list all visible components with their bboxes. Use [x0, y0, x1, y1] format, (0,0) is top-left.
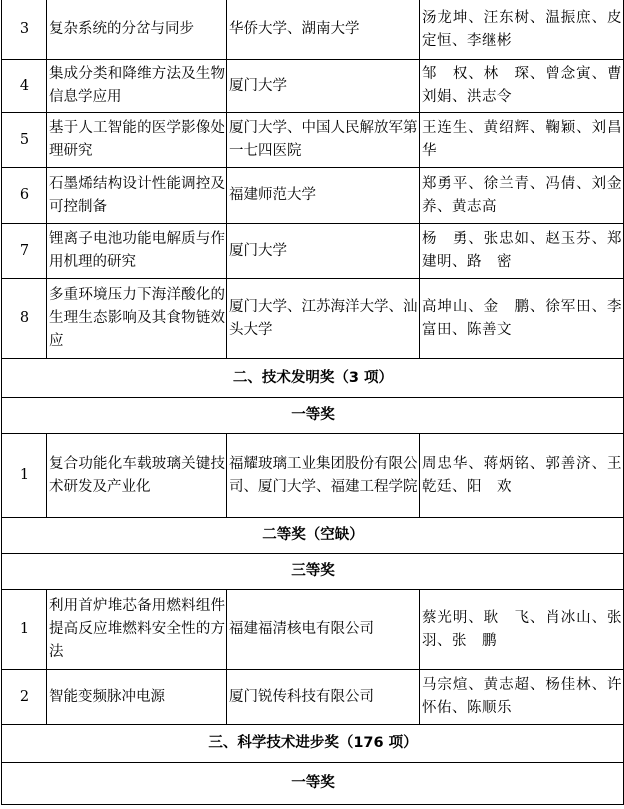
project-name: 石墨烯结构设计性能调控及可控制备 — [47, 168, 227, 224]
section-heading: 二、技术发明奖（3 项） — [2, 359, 624, 398]
project-name: 基于人工智能的医学影像处理研究 — [47, 113, 227, 168]
grade-heading-row — [2, 763, 624, 805]
grade-heading-row — [2, 554, 624, 590]
table-row — [2, 434, 624, 518]
completing-people: 汤龙坤、汪东树、温振庶、皮定恒、李继彬 — [420, 0, 624, 60]
table-row — [2, 168, 624, 224]
awards-table — [1, 0, 624, 805]
table-row — [2, 60, 624, 113]
table-row — [2, 279, 624, 359]
completing-units: 厦门大学 — [227, 224, 420, 279]
row-number: 1 — [2, 590, 47, 670]
project-name: 复合功能化车载玻璃关键技术研发及产业化 — [47, 434, 227, 518]
completing-units: 厦门大学 — [227, 60, 420, 113]
grade-heading: 一等奖 — [2, 398, 624, 434]
grade-heading: 三等奖 — [2, 554, 624, 590]
table-row — [2, 670, 624, 725]
row-number: 7 — [2, 224, 47, 279]
project-name: 多重环境压力下海洋酸化的生理生态影响及其食物链效应 — [47, 279, 227, 359]
project-name: 集成分类和降维方法及生物信息学应用 — [47, 60, 227, 113]
row-number: 3 — [2, 0, 47, 60]
row-number: 2 — [2, 670, 47, 725]
completing-people: 郑勇平、徐兰青、冯倩、刘金养、黄志高 — [420, 168, 624, 224]
completing-people: 高坤山、金 鹏、徐军田、李富田、陈善文 — [420, 279, 624, 359]
row-number: 8 — [2, 279, 47, 359]
grade-heading-row — [2, 398, 624, 434]
completing-units: 华侨大学、湖南大学 — [227, 0, 420, 60]
table-row — [2, 113, 624, 168]
completing-people: 王连生、黄绍辉、鞠颖、刘昌华 — [420, 113, 624, 168]
project-name: 复杂系统的分岔与同步 — [47, 0, 227, 60]
row-number: 1 — [2, 434, 47, 518]
completing-units: 厦门锐传科技有限公司 — [227, 670, 420, 725]
completing-units: 福耀玻璃工业集团股份有限公司、厦门大学、福建工程学院 — [227, 434, 420, 518]
row-number: 6 — [2, 168, 47, 224]
completing-units: 厦门大学、江苏海洋大学、汕头大学 — [227, 279, 420, 359]
project-name: 智能变频脉冲电源 — [47, 670, 227, 725]
completing-units: 福建福清核电有限公司 — [227, 590, 420, 670]
section-heading: 三、科学技术进步奖（176 项） — [2, 725, 624, 763]
table-row — [2, 590, 624, 670]
section-heading-row — [2, 359, 624, 398]
section-heading: 二等奖（空缺） — [2, 518, 624, 554]
completing-people: 邹 权、林 琛、曾念寅、曹刘娟、洪志令 — [420, 60, 624, 113]
completing-people: 周忠华、蒋炳铭、郭善济、王乾廷、阳 欢 — [420, 434, 624, 518]
row-number: 5 — [2, 113, 47, 168]
table-row — [2, 0, 624, 60]
completing-units: 福建师范大学 — [227, 168, 420, 224]
completing-people: 蔡光明、耿 飞、肖冰山、张 羽、张 鹏 — [420, 590, 624, 670]
project-name: 利用首炉堆芯备用燃料组件提高反应堆燃料安全性的方法 — [47, 590, 227, 670]
row-number: 4 — [2, 60, 47, 113]
section-heading-row — [2, 518, 624, 554]
table-row — [2, 224, 624, 279]
completing-people: 马宗煊、黄志超、杨佳林、许怀佑、陈顺乐 — [420, 670, 624, 725]
section-heading-row — [2, 725, 624, 763]
completing-people: 杨 勇、张忠如、赵玉芬、郑建明、路 密 — [420, 224, 624, 279]
completing-units: 厦门大学、中国人民解放军第一七四医院 — [227, 113, 420, 168]
grade-heading: 一等奖 — [2, 763, 624, 805]
project-name: 锂离子电池功能电解质与作用机理的研究 — [47, 224, 227, 279]
